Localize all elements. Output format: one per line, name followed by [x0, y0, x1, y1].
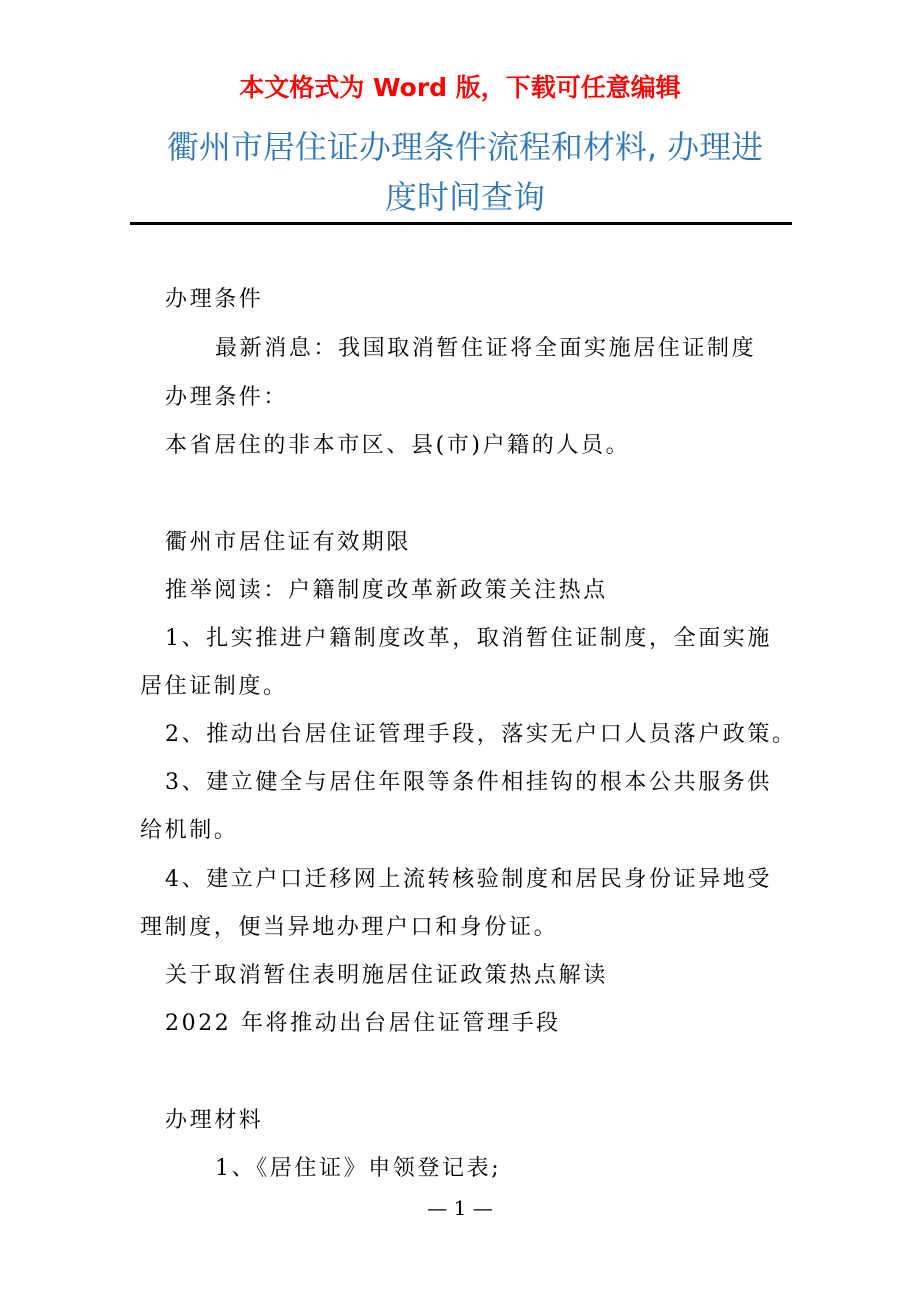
paragraph: 本省居住的非本市区、县(市)户籍的人员。	[165, 433, 631, 458]
section-heading-conditions: 办理条件	[165, 287, 264, 312]
title-divider	[130, 222, 792, 225]
title-line-2: 度时间查询	[384, 178, 545, 216]
list-item-continuation: 给机制。	[140, 818, 239, 843]
paragraph: 最新消息：我国取消暂住证将全面实施居住证制度	[215, 336, 757, 361]
list-item: 1、《居住证》申领登记表;	[215, 1156, 502, 1181]
section-heading-validity: 衢州市居住证有效期限	[165, 530, 412, 555]
section-heading-materials: 办理材料	[165, 1108, 264, 1133]
list-item-continuation: 理制度，便当异地办理户口和身份证。	[140, 915, 559, 940]
paragraph: 推举阅读：户籍制度改革新政策关注热点	[165, 578, 608, 603]
document-title	[130, 122, 800, 222]
list-item: 3、建立健全与居住年限等条件相挂钩的根本公共服务供	[165, 770, 772, 795]
page-number: — 1 —	[427, 1196, 493, 1220]
title-line-1: 衢州市居住证办理条件流程和材料, 办理进	[166, 128, 764, 166]
format-notice: 本文格式为 Word 版，下载可任意编辑	[239, 73, 681, 102]
paragraph: 办理条件：	[165, 385, 289, 410]
list-item-continuation: 居住证制度。	[140, 674, 288, 699]
list-item: 2、推动出台居住证管理手段，落实无户口人员落户政策。	[165, 722, 797, 747]
list-item: 4、建立户口迁移网上流转核验制度和居民身份证异地受	[165, 867, 772, 892]
paragraph: 关于取消暂住表明施居住证政策热点解读	[165, 963, 608, 988]
list-item: 1、扎实推进户籍制度改革，取消暂住证制度，全面实施	[165, 626, 772, 651]
paragraph: 2022 年将推动出台居住证管理手段	[165, 1011, 561, 1036]
